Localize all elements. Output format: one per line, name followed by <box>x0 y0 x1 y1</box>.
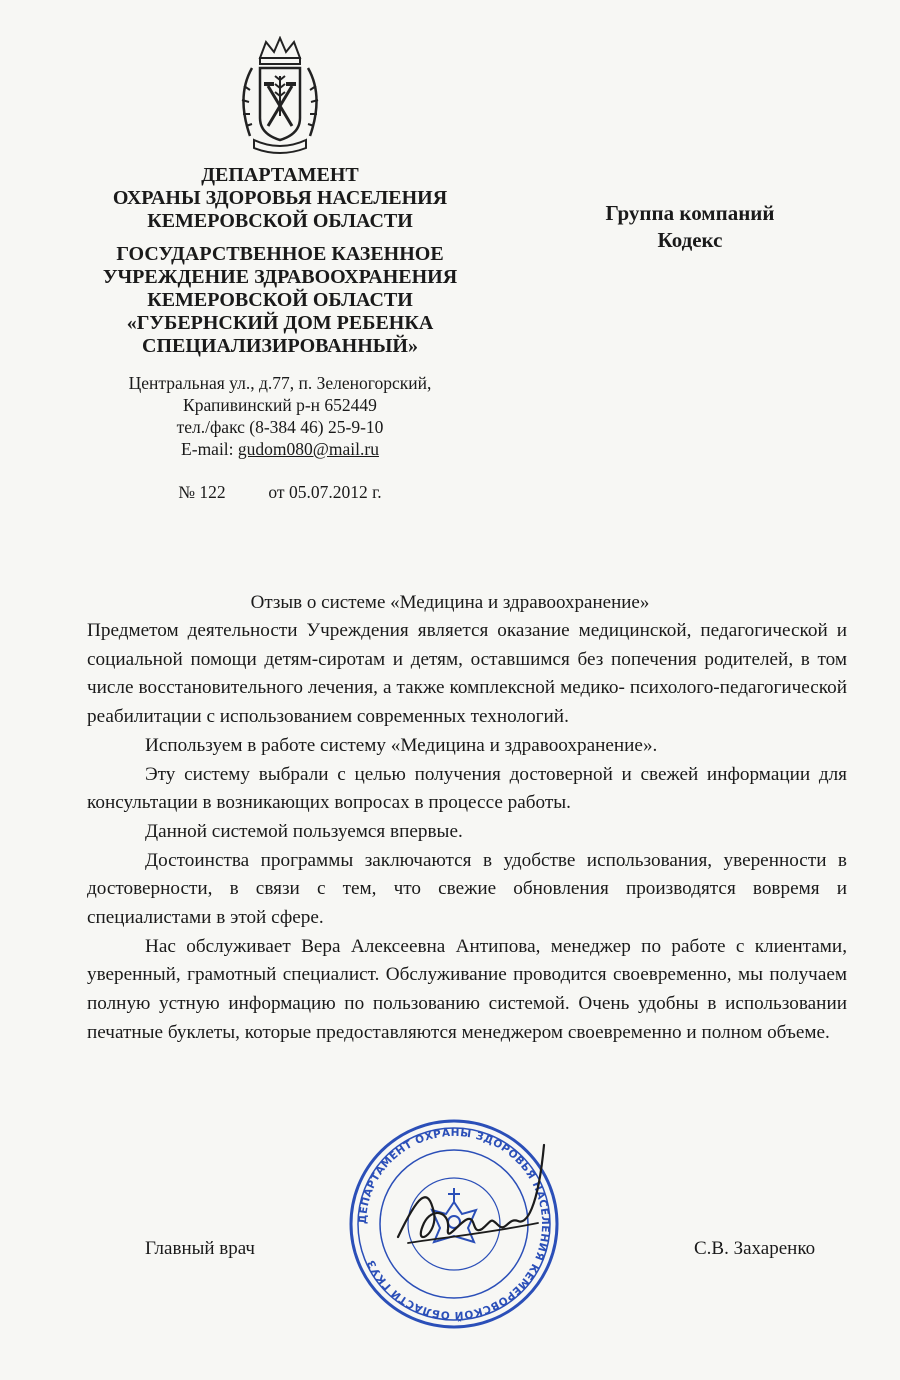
email-link[interactable]: gudom080@mail.ru <box>237 439 379 459</box>
department-line: КЕМЕРОВСКОЙ ОБЛАСТИ <box>147 210 413 232</box>
addressee <box>560 200 820 254</box>
body-paragraph: Данной системой пользуемся впервые. <box>145 820 463 842</box>
institution-line: КЕМЕРОВСКОЙ ОБЛАСТИ <box>147 289 413 311</box>
department-line: ОХРАНЫ ЗДОРОВЬЯ НАСЕЛЕНИЯ <box>112 187 448 209</box>
addressee-line: Кодекс <box>657 228 723 252</box>
address-line: Крапивинский р-н 652449 <box>183 395 377 415</box>
coat-of-arms-icon <box>230 36 330 156</box>
phone-line: тел./факс (8-384 46) 25-9-10 <box>176 417 384 437</box>
body-paragraph: Нас обслуживает Вера Алексеевна Антипова, менеджер по работе с клиентами, уверенный, грамотный специалист. Обслуживание проводится своевременно, мы получаем полную устную информацию по пользованию системой. Очень удобны в использовании печатные буклеты, которые предоставляются менеджером своевременно и полном объеме. <box>87 935 847 1043</box>
addressee-line: Группа компаний <box>605 201 775 225</box>
institution-line: ГОСУДАРСТВЕННОЕ КАЗЕННОЕ <box>116 243 444 265</box>
email-line <box>70 438 490 460</box>
department-line: ДЕПАРТАМЕНТ <box>201 164 359 186</box>
body-paragraph: Эту систему выбрали с целью получения достоверной и свежей информации для консультации в возникающих вопросах в процессе работы. <box>87 763 847 814</box>
institution-name <box>70 243 490 358</box>
svg-text:ДЕПАРТАМЕНТ ОХРАНЫ ЗДОРОВЬЯ НА: ДЕПАРТАМЕНТ ОХРАНЫ ЗДОРОВЬЯ НАСЕЛЕНИЯ КЕМЕРОВСКОЙ ОБЛАСТИ ГКУЗ <box>356 1126 552 1322</box>
institution-line: «ГУБЕРНСКИЙ ДОМ РЕБЕНКА <box>126 312 434 334</box>
address-block <box>70 372 490 460</box>
letterhead <box>70 36 490 503</box>
email-label: E-mail: <box>181 439 234 459</box>
institution-line: УЧРЕЖДЕНИЕ ЗДРАВООХРАНЕНИЯ <box>102 266 458 288</box>
number-label: № <box>178 482 196 502</box>
body-paragraph: Достоинства программы заключаются в удобстве использования, уверенности в достоверности, в связи с тем, что свежие обновления производятся вовремя и специалистами в этой сфере. <box>87 849 847 929</box>
registration-line <box>70 482 490 503</box>
signatory-title: Главный врач <box>145 1238 255 1259</box>
handwritten-signature-icon <box>388 1125 578 1275</box>
department-name <box>70 164 490 233</box>
document-date: 05.07.2012 г. <box>288 482 382 502</box>
signatory-name: С.В. Захаренко <box>694 1238 816 1259</box>
date-label: от <box>268 482 285 502</box>
institution-line: СПЕЦИАЛИЗИРОВАННЫЙ» <box>142 335 418 357</box>
address-line: Центральная ул., д.77, п. Зеленогорский, <box>128 373 432 393</box>
letter-subject: Отзыв о системе «Медицина и здравоохранение» <box>250 592 650 613</box>
body-paragraph: Используем в работе систему «Медицина и здравоохранение». <box>145 734 658 756</box>
letter-body <box>87 617 847 1048</box>
document-number: 122 <box>199 482 226 502</box>
body-paragraph: Предметом деятельности Учреждения является оказание медицинской, педагогической и социальной помощи детям-сиротам и детям, оставшимся без попечения родителей, в том числе восстановительного лечения, а также комплексной медико- психолого-педагогической реабилитации с использованием современных технологий. <box>87 620 847 728</box>
